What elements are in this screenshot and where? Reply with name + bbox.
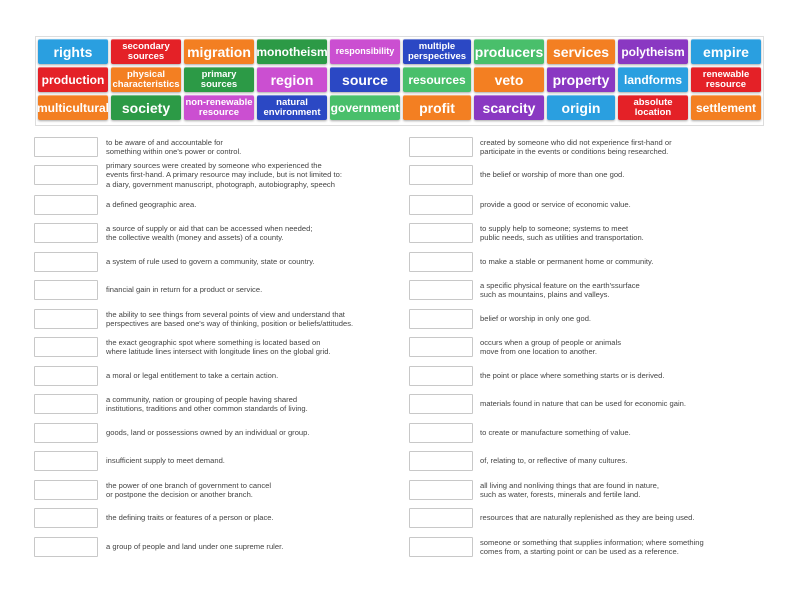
answer-drop-box[interactable] <box>409 508 473 528</box>
word-tile-label: resources <box>408 72 466 87</box>
definition-text: belief or worship in only one god. <box>480 314 592 324</box>
word-tile-label: society <box>121 99 171 116</box>
word-tile[interactable] <box>474 39 544 64</box>
word-tile[interactable] <box>618 95 688 120</box>
definition-text: materials found in nature that can be used for economic gain. <box>480 399 686 409</box>
answer-drop-box[interactable] <box>34 280 98 300</box>
word-tile[interactable] <box>403 95 471 120</box>
word-tile-label: absolute location <box>633 97 673 118</box>
answer-drop-box[interactable] <box>409 165 473 185</box>
word-tile-label: government <box>330 100 400 115</box>
word-tile-label: profit <box>419 99 455 116</box>
word-tile-label: multicultural <box>37 100 110 115</box>
word-tile-label: property <box>552 71 610 88</box>
answer-drop-box[interactable] <box>34 366 98 386</box>
word-tile[interactable] <box>257 95 327 120</box>
word-tile-label: multiple perspectives <box>407 41 467 62</box>
word-tile[interactable] <box>330 67 400 92</box>
word-tile[interactable] <box>38 39 108 64</box>
word-tile[interactable] <box>474 95 544 120</box>
definition-text: to be aware of and accountable for something within one's power or control. <box>106 137 242 156</box>
definition-text: occurs when a group of people or animals move from one location to another. <box>480 337 621 356</box>
definition-text: created by someone who did not experience first-hand or participate in the events or conditions being researched. <box>480 137 672 156</box>
answer-drop-box[interactable] <box>34 252 98 272</box>
word-tile[interactable] <box>547 67 615 92</box>
answer-drop-box[interactable] <box>409 480 473 500</box>
answer-drop-box[interactable] <box>34 337 98 357</box>
answer-drop-box[interactable] <box>34 394 98 414</box>
answer-drop-box[interactable] <box>34 537 98 557</box>
answer-drop-box[interactable] <box>409 451 473 471</box>
word-tile-label: landforms <box>623 72 682 87</box>
definition-text: to create or manufacture something of value. <box>480 428 631 438</box>
definition-text: to make a stable or permanent home or community. <box>480 257 654 267</box>
definition-text: all living and nonliving things that are found in nature, such as water, forests, minerals and fertile land. <box>480 480 659 499</box>
definition-text: of, relating to, or reflective of many cultures. <box>480 456 628 466</box>
answer-drop-box[interactable] <box>34 508 98 528</box>
word-tile-label: polytheism <box>621 44 685 59</box>
answer-drop-box[interactable] <box>409 423 473 443</box>
word-tile-label: rights <box>53 43 93 60</box>
definition-text: the defining traits or features of a person or place. <box>106 513 274 523</box>
definition-text: the belief or worship of more than one god. <box>480 170 625 180</box>
word-tile-label: non-renewable resource <box>185 97 253 118</box>
answer-drop-box[interactable] <box>409 537 473 557</box>
definition-text: resources that are naturally replenished as they are being used. <box>480 513 695 523</box>
word-tile-label: renewable resource <box>702 69 750 90</box>
word-tile[interactable] <box>257 67 327 92</box>
word-tile-label: natural environment <box>263 97 321 118</box>
answer-drop-box[interactable] <box>34 423 98 443</box>
definition-text: someone or something that supplies information; where something comes from, a starting point or can be used as a reference. <box>480 537 704 556</box>
answer-drop-box[interactable] <box>34 137 98 157</box>
definition-text: a community, nation or grouping of people having shared institutions, traditions and other common standards of living. <box>106 394 308 413</box>
word-tile[interactable] <box>403 67 471 92</box>
word-tile[interactable] <box>618 39 688 64</box>
word-tile[interactable] <box>547 95 615 120</box>
definition-text: financial gain in return for a product or service. <box>106 285 263 295</box>
word-tile[interactable] <box>691 95 761 120</box>
definition-text: a group of people and land under one supreme ruler. <box>106 542 284 552</box>
answer-drop-box[interactable] <box>409 337 473 357</box>
answer-drop-box[interactable] <box>409 137 473 157</box>
answer-drop-box[interactable] <box>34 309 98 329</box>
word-tile[interactable] <box>184 67 254 92</box>
word-tile[interactable] <box>111 95 181 120</box>
answer-drop-box[interactable] <box>409 252 473 272</box>
definition-text: insufficient supply to meet demand. <box>106 456 225 466</box>
word-tile-label: migration <box>187 43 251 60</box>
word-tile-label: veto <box>494 71 524 88</box>
definition-text: provide a good or service of economic value. <box>480 200 631 210</box>
word-tile[interactable] <box>547 39 615 64</box>
definition-text: a defined geographic area. <box>106 200 197 210</box>
word-tile[interactable] <box>111 39 181 64</box>
answer-drop-box[interactable] <box>409 366 473 386</box>
word-tile-label: primary sources <box>200 69 238 90</box>
definition-text: the point or place where something starts or is derived. <box>480 371 665 381</box>
word-tile-label: settlement <box>695 100 757 115</box>
word-tile[interactable] <box>403 39 471 64</box>
word-tile-label: scarcity <box>482 99 536 116</box>
word-tile-label: secondary sources <box>122 41 170 62</box>
word-tile[interactable] <box>474 67 544 92</box>
word-tile[interactable] <box>618 67 688 92</box>
word-tile[interactable] <box>184 95 254 120</box>
word-tile-label: monotheism <box>256 44 328 59</box>
definition-text: a system of rule used to govern a community, state or country. <box>106 257 315 267</box>
word-tile[interactable] <box>330 95 400 120</box>
word-tile-label: physical characteristics <box>112 69 180 90</box>
word-tile-label: services <box>552 43 610 60</box>
answer-drop-box[interactable] <box>34 480 98 500</box>
word-tile[interactable] <box>38 67 108 92</box>
word-tile-label: region <box>270 71 314 88</box>
definition-text: a specific physical feature on the earth'ssurface such as mountains, plains and valleys. <box>480 280 640 299</box>
answer-drop-box[interactable] <box>34 451 98 471</box>
definition-text: the power of one branch of government to cancel or postpone the decision or another branch. <box>106 480 272 499</box>
answer-drop-box[interactable] <box>409 394 473 414</box>
word-tile-label: empire <box>703 43 749 60</box>
answer-drop-box[interactable] <box>34 223 98 243</box>
answer-drop-box[interactable] <box>34 165 98 185</box>
definition-text: the ability to see things from several points of view and understand that perspectives are based one's way of thinking, position or beliefs/attitudes. <box>106 309 354 328</box>
word-tile[interactable] <box>691 39 761 64</box>
word-tile[interactable] <box>330 39 400 64</box>
word-tile-label: responsibility <box>335 46 395 57</box>
answer-drop-box[interactable] <box>409 195 473 215</box>
definition-text: goods, land or possessions owned by an individual or group. <box>106 428 310 438</box>
word-tile-label: producers <box>474 43 544 60</box>
word-tile[interactable] <box>38 95 108 120</box>
answer-drop-box[interactable] <box>409 223 473 243</box>
word-tile[interactable] <box>184 39 254 64</box>
definition-text: to supply help to someone; systems to meet public needs, such as utilities and transportation. <box>480 223 644 242</box>
definition-text: a source of supply or aid that can be accessed when needed; the collective wealth (money and assets) of a county. <box>106 223 313 242</box>
word-tile[interactable] <box>111 67 181 92</box>
definition-text: a moral or legal entitlement to take a certain action. <box>106 371 279 381</box>
answer-drop-box[interactable] <box>409 280 473 300</box>
word-tile-label: production <box>41 72 105 87</box>
definition-text: primary sources were created by someone who experienced the events first-hand. A primary resource may include, but is not limited to: a diary, government manuscript, photograph, autobiography, speech <box>106 161 342 189</box>
word-tile[interactable] <box>257 39 327 64</box>
definition-text: the exact geographic spot where something is located based on where latitude lines intersect with longitude lines on the global grid. <box>106 337 331 356</box>
answer-drop-box[interactable] <box>409 309 473 329</box>
word-tile[interactable] <box>691 67 761 92</box>
answer-drop-box[interactable] <box>34 195 98 215</box>
word-tile-label: source <box>342 71 388 88</box>
word-tile-label: origin <box>561 99 601 116</box>
